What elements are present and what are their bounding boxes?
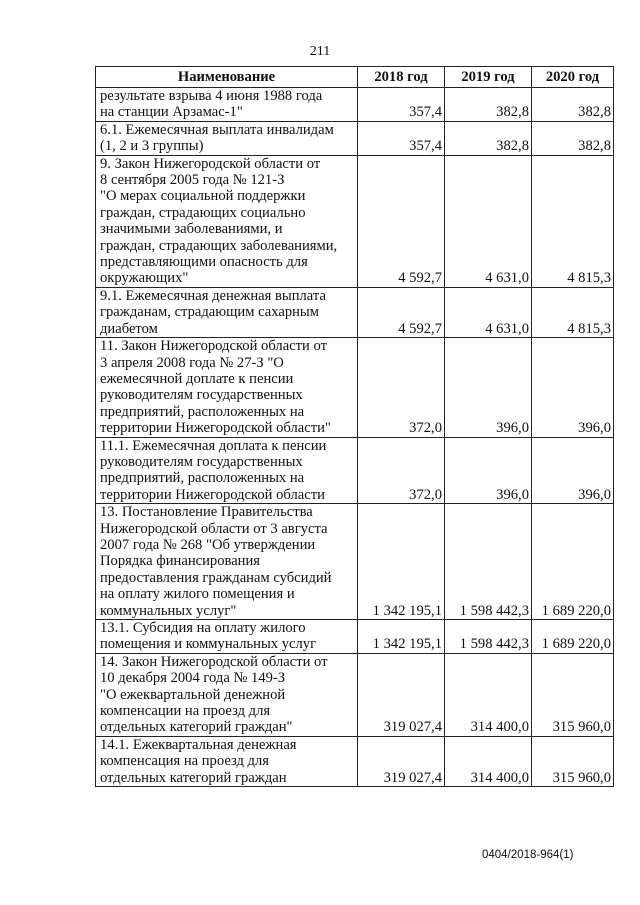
row-value-2019: 1 598 442,3	[445, 504, 532, 620]
table-row	[96, 437, 614, 504]
row-name-cell: 11. Закон Нижегородской области от 3 апреля 2008 года № 27-З "О ежемесячной доплате к пенсии руководителям государственных предприятий, расположенных на территории Нижегородской области"	[96, 338, 358, 437]
row-name-cell: 14.1. Ежеквартальная денежная компенсация на проезд для отдельных категорий граждан	[96, 736, 358, 786]
page-number: 211	[309, 44, 331, 59]
row-value-2020: 1 689 220,0	[532, 620, 614, 654]
row-value-2019: 382,8	[445, 88, 532, 122]
table-row	[96, 88, 614, 122]
row-value-2018: 4 592,7	[358, 287, 445, 337]
row-value-2018: 1 342 195,1	[358, 620, 445, 654]
header-2019: 2019 год	[445, 67, 532, 88]
row-value-2019: 314 400,0	[445, 653, 532, 736]
row-value-2019: 396,0	[445, 338, 532, 437]
table-row	[96, 155, 614, 287]
row-value-2018: 372,0	[358, 437, 445, 504]
budget-table	[95, 66, 614, 787]
table-body	[96, 88, 614, 787]
row-name-cell: 13. Постановление Правительства Нижегородской области от 3 августа 2007 года № 268 "Об утверждении Порядка финансирования предоставления гражданам субсидий на оплату жилого помещения и коммунальных услуг"	[96, 504, 358, 620]
row-value-2018: 372,0	[358, 338, 445, 437]
row-value-2020: 315 960,0	[532, 653, 614, 736]
table-row	[96, 653, 614, 736]
table-header-row	[96, 67, 614, 88]
row-value-2019: 382,8	[445, 121, 532, 155]
row-value-2018: 357,4	[358, 121, 445, 155]
row-value-2020: 4 815,3	[532, 155, 614, 287]
row-value-2019: 4 631,0	[445, 155, 532, 287]
header-2018: 2018 год	[358, 67, 445, 88]
row-value-2019: 4 631,0	[445, 287, 532, 337]
row-name-cell: 13.1. Субсидия на оплату жилого помещения и коммунальных услуг	[96, 620, 358, 654]
table-row	[96, 338, 614, 437]
row-value-2020: 382,8	[532, 121, 614, 155]
table-row	[96, 121, 614, 155]
table-row	[96, 504, 614, 620]
header-2020: 2020 год	[532, 67, 614, 88]
row-value-2019: 396,0	[445, 437, 532, 504]
row-value-2018: 357,4	[358, 88, 445, 122]
row-value-2020: 396,0	[532, 338, 614, 437]
row-value-2020: 396,0	[532, 437, 614, 504]
row-name-cell: результате взрыва 4 июня 1988 года на станции Арзамас-1"	[96, 88, 358, 122]
row-value-2019: 314 400,0	[445, 736, 532, 786]
document-code: 0404/2018-964(1)	[482, 849, 574, 861]
table-row	[96, 736, 614, 786]
row-name-cell: 9.1. Ежемесячная денежная выплата гражданам, страдающим сахарным диабетом	[96, 287, 358, 337]
row-value-2018: 319 027,4	[358, 736, 445, 786]
row-value-2019: 1 598 442,3	[445, 620, 532, 654]
row-value-2018: 319 027,4	[358, 653, 445, 736]
row-value-2020: 382,8	[532, 88, 614, 122]
header-name: Наименование	[96, 67, 358, 88]
row-name-cell: 14. Закон Нижегородской области от 10 декабря 2004 года № 149-З "О ежеквартальной денежной компенсации на проезд для отдельных категорий граждан"	[96, 653, 358, 736]
row-value-2018: 4 592,7	[358, 155, 445, 287]
row-value-2020: 4 815,3	[532, 287, 614, 337]
table-row	[96, 620, 614, 654]
row-value-2020: 315 960,0	[532, 736, 614, 786]
table-row	[96, 287, 614, 337]
row-name-cell: 6.1. Ежемесячная выплата инвалидам (1, 2 и 3 группы)	[96, 121, 358, 155]
row-value-2020: 1 689 220,0	[532, 504, 614, 620]
row-name-cell: 11.1. Ежемесячная доплата к пенсии руководителям государственных предприятий, расположенных на территории Нижегородской области	[96, 437, 358, 504]
row-value-2018: 1 342 195,1	[358, 504, 445, 620]
row-name-cell: 9. Закон Нижегородской области от 8 сентября 2005 года № 121-З "О мерах социальной поддержки граждан, страдающих социально значимыми заболеваниями, и граждан, страдающих заболеваниями, представляющими опасность для окружающих"	[96, 155, 358, 287]
